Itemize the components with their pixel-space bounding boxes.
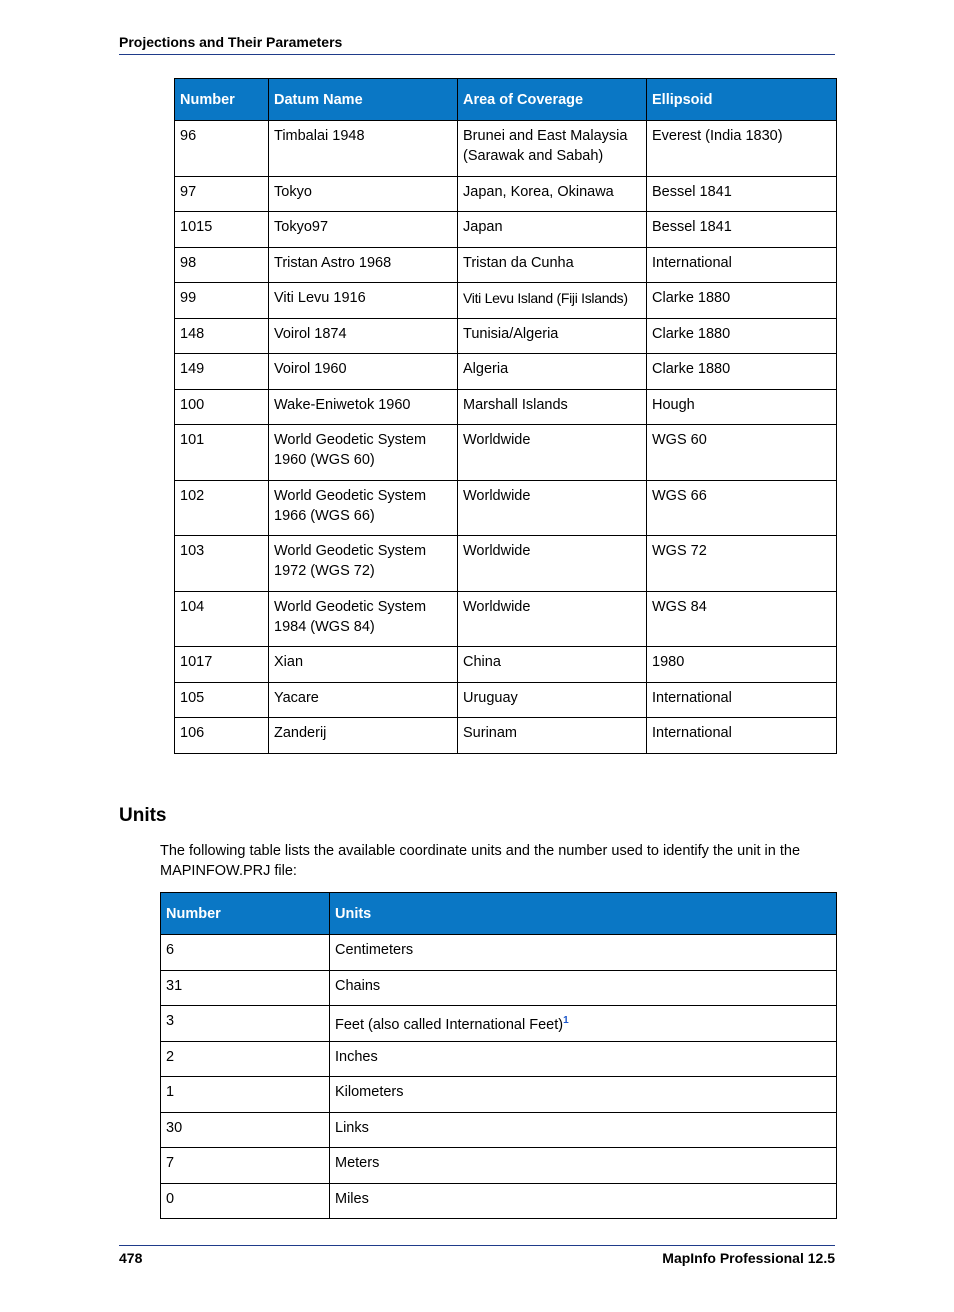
cell-datum-name: Wake-Eniwetok 1960 xyxy=(269,389,458,425)
table-row xyxy=(161,1006,837,1042)
cell-ellipsoid: Clarke 1880 xyxy=(647,283,837,319)
cell-number: 7 xyxy=(161,1148,330,1184)
cell-number: 6 xyxy=(161,935,330,971)
cell-area: China xyxy=(458,647,647,683)
cell-ellipsoid: International xyxy=(647,718,837,754)
cell-area: Japan xyxy=(458,212,647,248)
table-row xyxy=(175,647,837,683)
cell-area: Japan, Korea, Okinawa xyxy=(458,176,647,212)
page-header xyxy=(119,34,835,55)
table-row xyxy=(175,718,837,754)
table-row xyxy=(175,480,837,536)
cell-number: 97 xyxy=(175,176,269,212)
cell-datum-name: Tristan Astro 1968 xyxy=(269,247,458,283)
page-number: 478 xyxy=(119,1250,143,1266)
cell-ellipsoid: Bessel 1841 xyxy=(647,176,837,212)
cell-datum-name: Zanderij xyxy=(269,718,458,754)
table-row xyxy=(175,389,837,425)
cell-unit: Inches xyxy=(330,1041,837,1077)
datum-table-header-row xyxy=(175,79,837,121)
cell-datum-name: Xian xyxy=(269,647,458,683)
cell-datum-name: World Geodetic System 1972 (WGS 72) xyxy=(269,536,458,592)
footnote-link[interactable]: 1 xyxy=(563,1015,569,1026)
cell-area: Brunei and East Malaysia (Sarawak and Sabah) xyxy=(458,121,647,177)
cell-number: 30 xyxy=(161,1112,330,1148)
cell-unit: Chains xyxy=(330,970,837,1006)
cell-datum-name: Voirol 1960 xyxy=(269,354,458,390)
cell-ellipsoid: Clarke 1880 xyxy=(647,318,837,354)
cell-number: 96 xyxy=(175,121,269,177)
cell-ellipsoid: Everest (India 1830) xyxy=(647,121,837,177)
table-row xyxy=(175,121,837,177)
cell-number: 1 xyxy=(161,1077,330,1113)
cell-number: 1015 xyxy=(175,212,269,248)
table-row xyxy=(175,176,837,212)
cell-area: Marshall Islands xyxy=(458,389,647,425)
page-footer xyxy=(119,1245,835,1266)
cell-ellipsoid: International xyxy=(647,682,837,718)
col-header-datum-name: Datum Name xyxy=(269,79,458,121)
cell-number: 31 xyxy=(161,970,330,1006)
cell-number: 149 xyxy=(175,354,269,390)
cell-ellipsoid: International xyxy=(647,247,837,283)
datum-table xyxy=(174,78,837,754)
col-header-number: Number xyxy=(175,79,269,121)
cell-datum-name: Timbalai 1948 xyxy=(269,121,458,177)
units-table xyxy=(160,892,837,1219)
cell-area: Worldwide xyxy=(458,425,647,481)
cell-ellipsoid: WGS 72 xyxy=(647,536,837,592)
cell-unit xyxy=(330,1006,837,1042)
cell-unit: Centimeters xyxy=(330,935,837,971)
col-header-ellipsoid: Ellipsoid xyxy=(647,79,837,121)
cell-unit: Links xyxy=(330,1112,837,1148)
cell-area: Worldwide xyxy=(458,480,647,536)
table-row xyxy=(161,1112,837,1148)
cell-area: Uruguay xyxy=(458,682,647,718)
cell-number: 104 xyxy=(175,591,269,647)
cell-datum-name: Tokyo97 xyxy=(269,212,458,248)
table-row xyxy=(175,212,837,248)
table-row xyxy=(175,283,837,319)
col-header-number: Number xyxy=(161,893,330,935)
cell-ellipsoid: WGS 66 xyxy=(647,480,837,536)
cell-number: 106 xyxy=(175,718,269,754)
table-row xyxy=(175,425,837,481)
cell-datum-name: Tokyo xyxy=(269,176,458,212)
table-row xyxy=(175,536,837,592)
units-table-header-row xyxy=(161,893,837,935)
col-header-area-of-coverage: Area of Coverage xyxy=(458,79,647,121)
cell-ellipsoid: WGS 60 xyxy=(647,425,837,481)
cell-ellipsoid: Hough xyxy=(647,389,837,425)
table-row xyxy=(175,591,837,647)
cell-area: Surinam xyxy=(458,718,647,754)
units-intro-paragraph: The following table lists the available coordinate units and the number used to identify the unit in the MAPINFOW.PRJ file: xyxy=(160,843,801,879)
cell-ellipsoid: Bessel 1841 xyxy=(647,212,837,248)
cell-unit-text: Feet (also called International Feet) xyxy=(335,1016,564,1033)
cell-area: Tristan da Cunha xyxy=(458,247,647,283)
cell-ellipsoid: WGS 84 xyxy=(647,591,837,647)
table-row xyxy=(175,247,837,283)
cell-ellipsoid: 1980 xyxy=(647,647,837,683)
table-row xyxy=(175,682,837,718)
table-row xyxy=(161,1148,837,1184)
cell-unit: Miles xyxy=(330,1183,837,1219)
table-row xyxy=(175,354,837,390)
product-name: MapInfo Professional 12.5 xyxy=(662,1250,835,1266)
cell-number: 101 xyxy=(175,425,269,481)
cell-area: Tunisia/Algeria xyxy=(458,318,647,354)
cell-number: 103 xyxy=(175,536,269,592)
section-title-units: Units xyxy=(119,805,167,826)
col-header-units: Units xyxy=(330,893,837,935)
page-header-title: Projections and Their Parameters xyxy=(119,34,343,50)
cell-unit: Kilometers xyxy=(330,1077,837,1113)
table-row xyxy=(161,1077,837,1113)
cell-number: 98 xyxy=(175,247,269,283)
table-row xyxy=(161,1183,837,1219)
cell-datum-name: World Geodetic System 1960 (WGS 60) xyxy=(269,425,458,481)
table-row xyxy=(161,970,837,1006)
cell-number: 100 xyxy=(175,389,269,425)
cell-area: Worldwide xyxy=(458,536,647,592)
cell-area: Algeria xyxy=(458,354,647,390)
cell-number: 0 xyxy=(161,1183,330,1219)
table-row xyxy=(161,1041,837,1077)
cell-datum-name: Voirol 1874 xyxy=(269,318,458,354)
cell-datum-name: Yacare xyxy=(269,682,458,718)
cell-area: Worldwide xyxy=(458,591,647,647)
cell-number: 102 xyxy=(175,480,269,536)
cell-datum-name: Viti Levu 1916 xyxy=(269,283,458,319)
cell-number: 1017 xyxy=(175,647,269,683)
cell-unit: Meters xyxy=(330,1148,837,1184)
cell-number: 105 xyxy=(175,682,269,718)
cell-ellipsoid: Clarke 1880 xyxy=(647,354,837,390)
table-row xyxy=(161,935,837,971)
cell-number: 2 xyxy=(161,1041,330,1077)
cell-area: Viti Levu Island (Fiji Islands) xyxy=(458,283,647,319)
cell-number: 148 xyxy=(175,318,269,354)
cell-datum-name: World Geodetic System 1984 (WGS 84) xyxy=(269,591,458,647)
table-row xyxy=(175,318,837,354)
cell-number: 99 xyxy=(175,283,269,319)
cell-datum-name: World Geodetic System 1966 (WGS 66) xyxy=(269,480,458,536)
cell-number: 3 xyxy=(161,1006,330,1042)
